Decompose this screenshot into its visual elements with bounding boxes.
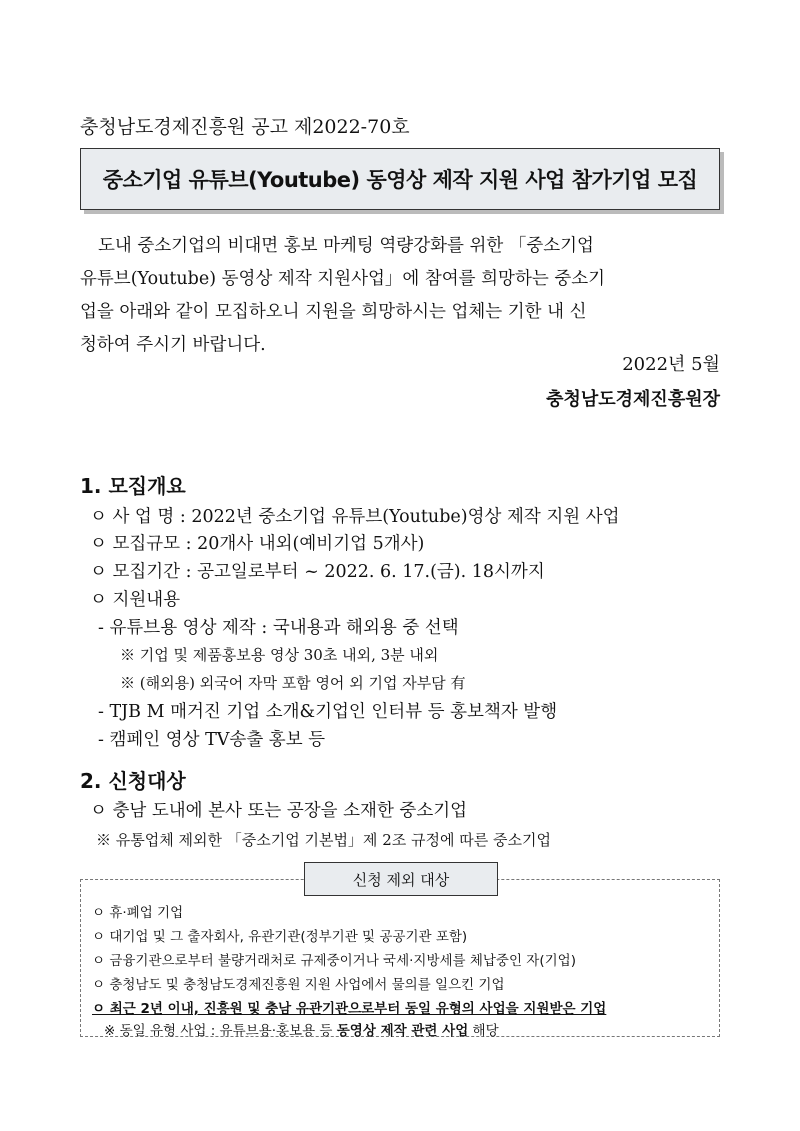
exclusion-item: ㅇ 충청남도 및 충청남도경제진흥원 지원 사업에서 물의를 일으킨 기업 — [92, 977, 505, 993]
intro-paragraph — [80, 230, 720, 362]
exclusion-note-bold: 동영상 제작 관련 사업 — [336, 1023, 469, 1039]
overview-item: ㅇ 사 업 명 : 2022년 중소기업 유튜브(Youtube)영상 제작 지원 사업 — [90, 507, 620, 527]
section-heading-overview: 1. 모집개요 — [80, 474, 186, 498]
exclusion-item: ㅇ 금융기관으로부터 불량거래처로 규제중이거나 국세·지방세를 체납중인 자(기업) — [92, 953, 576, 969]
intro-line: 업을 아래와 같이 모집하오니 지원을 희망하시는 업체는 기한 내 신 — [80, 302, 587, 322]
issue-date: 2022년 5월 — [622, 354, 720, 375]
exclusion-note-prefix: ※ 동일 유형 사업 : 유튜브용·홍보용 등 — [104, 1023, 337, 1039]
support-sub-item: - TJB M 매거진 기업 소개&기업인 인터뷰 등 홍보책자 발행 — [98, 702, 558, 722]
exclusion-item: ㅇ 대기업 및 그 출자회사, 유관기관(정부기관 및 공공기관 포함) — [92, 929, 468, 945]
notice-number: 충청남도경제진흥원 공고 제2022-70호 — [80, 116, 410, 138]
intro-line: 유튜브(Youtube) 동영상 제작 지원사업」에 참여를 희망하는 중소기 — [80, 269, 606, 289]
exclusion-item: ㅇ 휴·폐업 기업 — [92, 905, 184, 921]
support-sub-item: - 유튜브용 영상 제작 : 국내용과 해외용 중 선택 — [98, 618, 459, 638]
eligibility-item: ㅇ 충남 도내에 본사 또는 공장을 소재한 중소기업 — [90, 801, 468, 821]
intro-line: 청하여 주시기 바랍니다. — [80, 335, 266, 355]
support-sub-item: - 캠페인 영상 TV송출 홍보 등 — [98, 730, 326, 750]
overview-item: ㅇ 모집규모 : 20개사 내외(예비기업 5개사) — [90, 534, 425, 554]
support-note: ※ 기업 및 제품홍보용 영상 30초 내외, 3분 내외 — [120, 646, 439, 664]
page-title: 중소기업 유튜브(Youtube) 동영상 제작 지원 사업 참가기업 모집 — [102, 168, 698, 192]
intro-line: 도내 중소기업의 비대면 홍보 마케팅 역량강화를 위한 「중소기업 — [98, 236, 594, 256]
section-heading-eligibility: 2. 신청대상 — [80, 769, 186, 793]
overview-item: ㅇ 지원내용 — [90, 590, 181, 610]
exclusion-item-highlight: ㅇ 최근 2년 이내, 진흥원 및 충남 유관기관으로부터 동일 유형의 사업을 지원받은 기업 — [92, 1001, 607, 1017]
exclusion-note — [104, 1019, 499, 1039]
exclusion-label: 신청 제외 대상 — [304, 862, 498, 896]
title-box — [80, 148, 720, 210]
exclusion-note-suffix: 해당 — [468, 1023, 499, 1039]
support-note: ※ (해외용) 외국어 자막 포함 영어 외 기업 자부담 有 — [120, 674, 466, 692]
issuer-name: 충청남도경제진흥원장 — [546, 389, 720, 410]
eligibility-note: ※ 유통업체 제외한 「중소기업 기본법」제 2조 규정에 따른 중소기업 — [96, 831, 551, 849]
overview-item: ㅇ 모집기간 : 공고일로부터 ~ 2022. 6. 17.(금). 18시까지 — [90, 562, 545, 582]
